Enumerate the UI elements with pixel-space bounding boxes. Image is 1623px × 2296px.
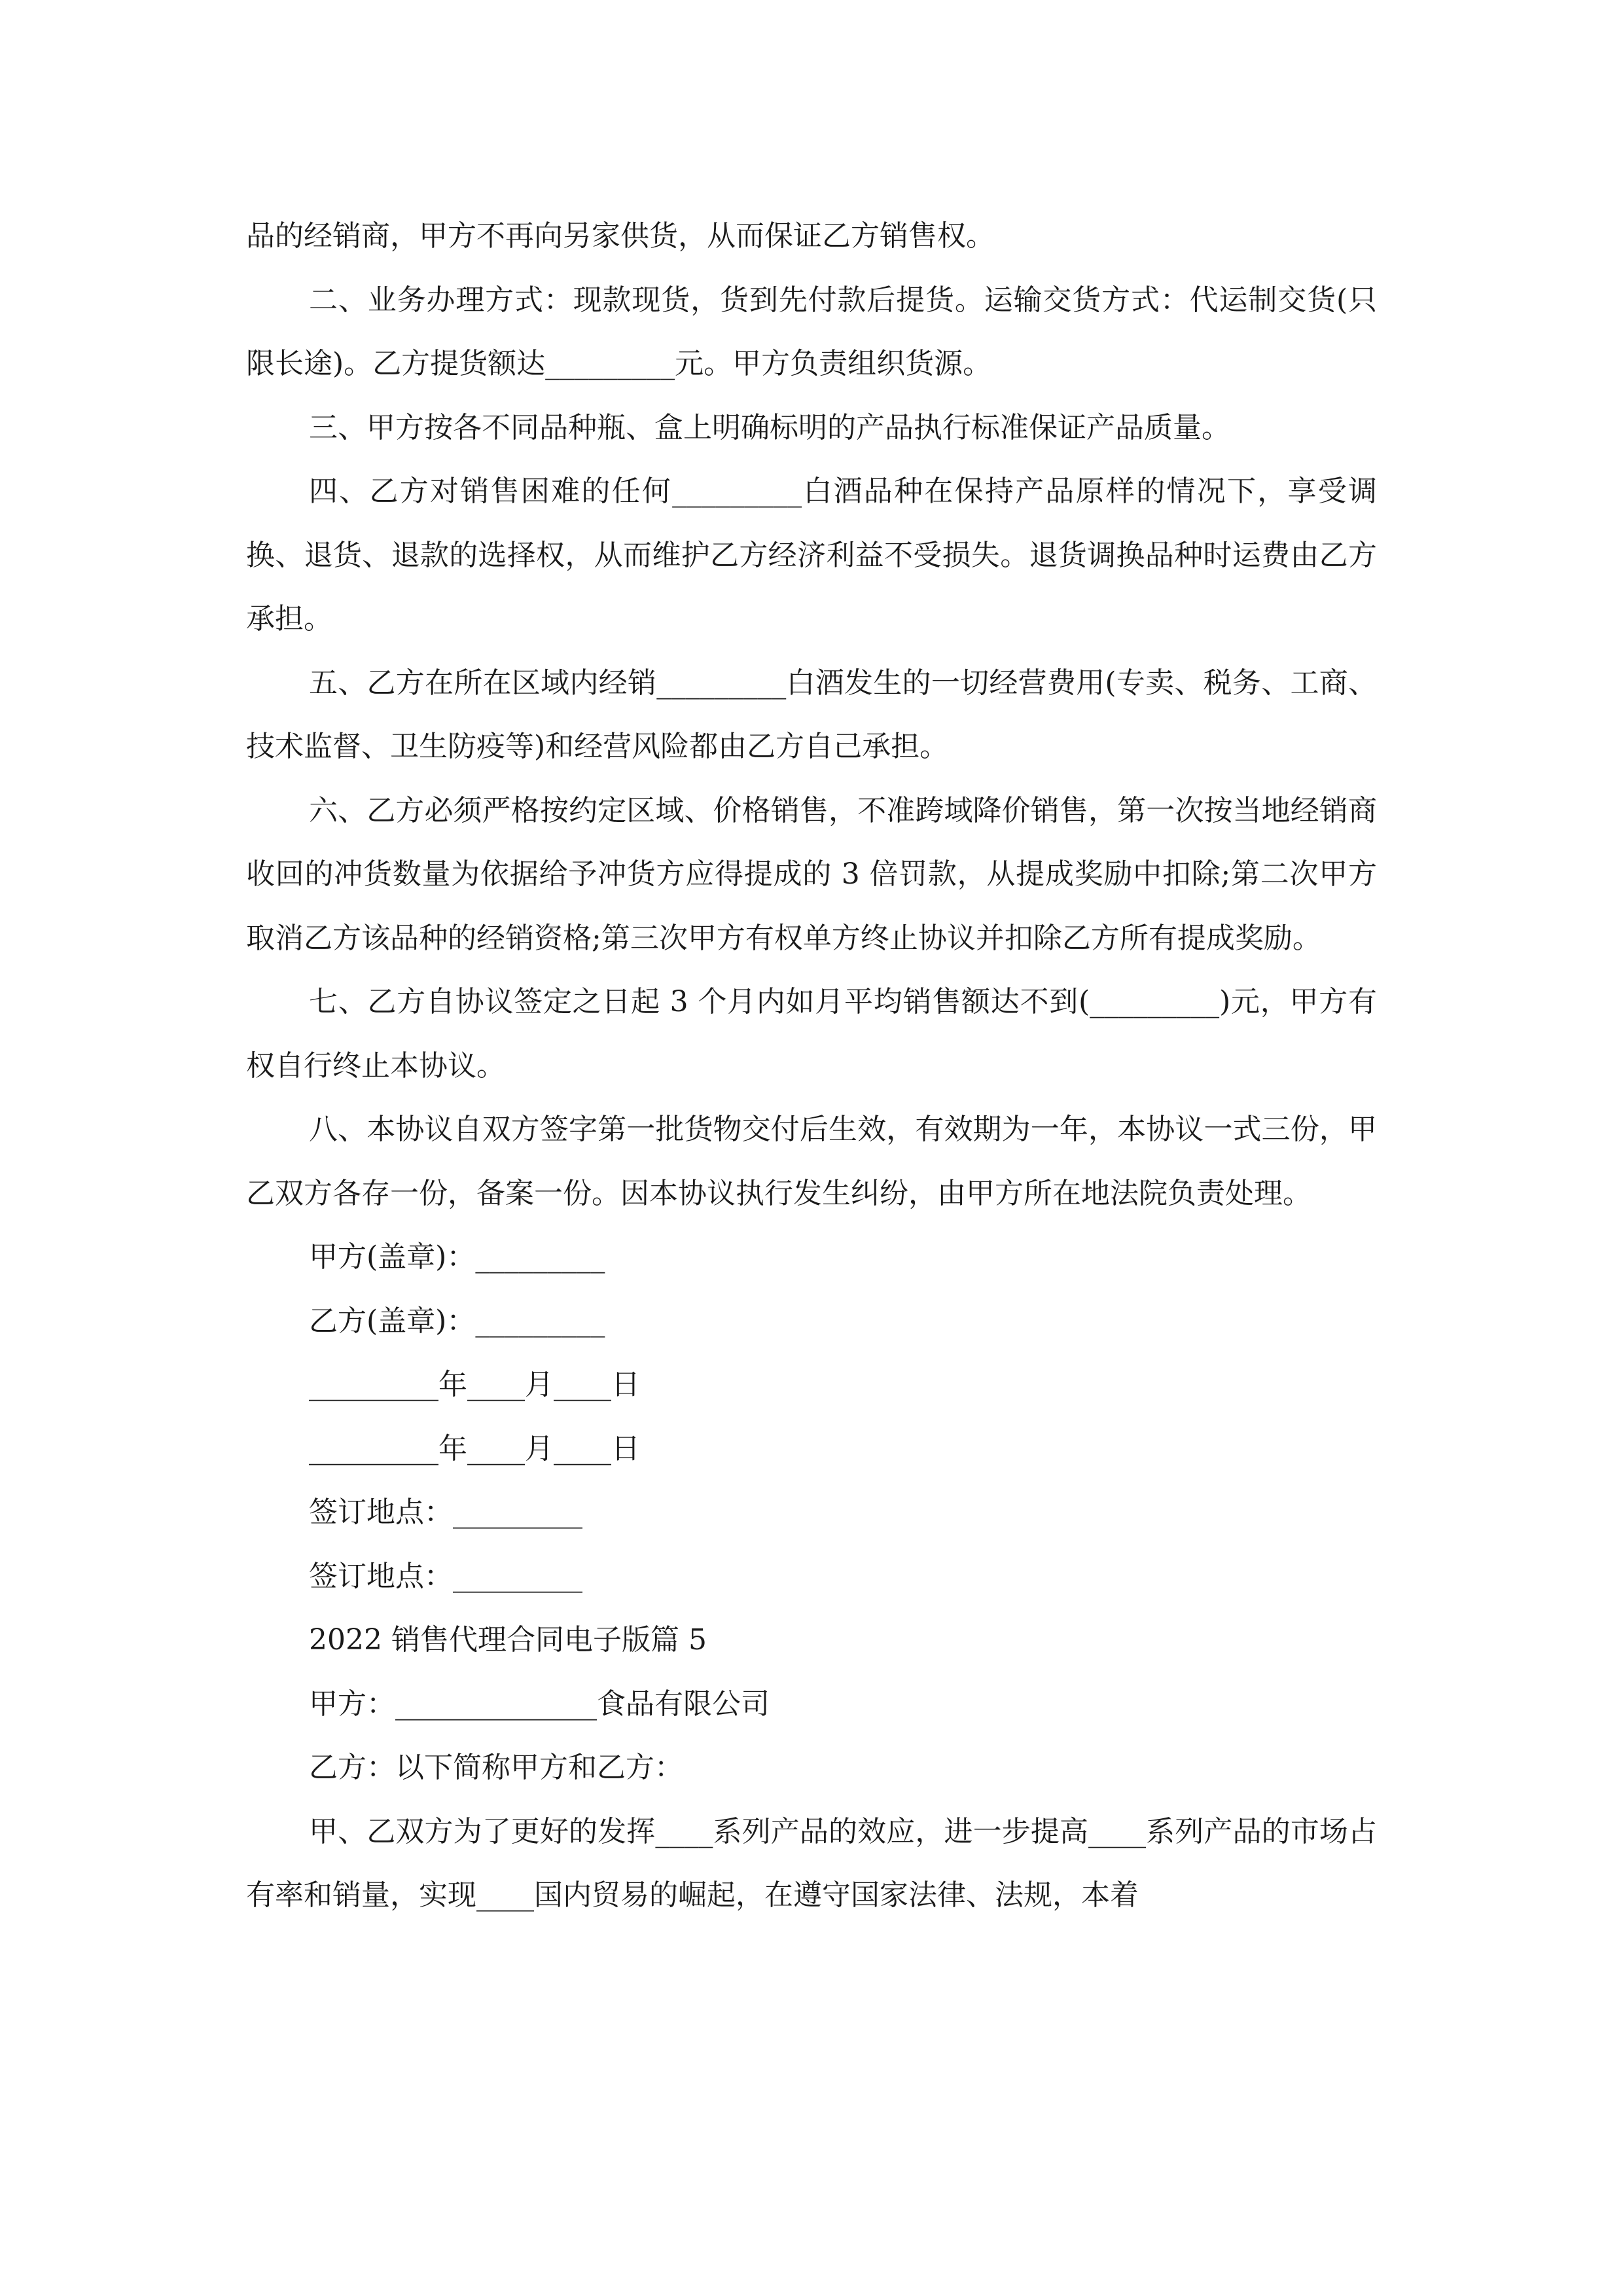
clause-6-territory: 六、乙方必须严格按约定区域、价格销售，不准跨域降价销售，第一次按当地经销商收回的冲货数量为依据给予冲货方应得提成的 3 倍罚款，从提成奖励中扣除;第二次甲方取消乙方该品种的经销资格;第三次甲方有权单方终止协议并扣除乙方所有提成奖励。 xyxy=(246,793,1377,955)
clause-2-business-method: 二、业务办理方式：现款现货，货到先付款后提货。运输交货方式：代运制交货(只限长途)。乙方提货额达_________元。甲方负责组织货源。 xyxy=(246,283,1377,380)
clause-3-quality: 三、甲方按各不同品种瓶、盒上明确标明的产品执行标准保证产品质量。 xyxy=(309,410,1230,444)
party-a-seal-line: 甲方(盖章)：_________ xyxy=(309,1240,605,1274)
signing-place-line-1: 签订地点：_________ xyxy=(309,1496,582,1529)
date-line-2: _________年____月____日 xyxy=(309,1431,640,1465)
date-line-1: _________年____月____日 xyxy=(309,1368,640,1401)
clause-7-termination: 七、乙方自协议签定之日起 3 个月内如月平均销售额达不到(_________)元，甲方有权自行终止本协议。 xyxy=(246,985,1377,1083)
clause-8-validity: 八、本协议自双方签字第一批货物交付后生效，有效期为一年，本协议一式三份，甲乙双方各存一份，备案一份。因本协议执行发生纠纷，由甲方所在地法院负责处理。 xyxy=(246,1113,1377,1210)
party-b-seal-line: 乙方(盖章)：_________ xyxy=(309,1304,605,1338)
party-a-name-line: 甲方：______________食品有限公司 xyxy=(309,1687,770,1721)
clause-4-returns: 四、乙方对销售困难的任何_________白酒品种在保持产品原样的情况下，享受调换、退货、退款的选择权，从而维护乙方经济利益不受损失。退货调换品种时运费由乙方承担。 xyxy=(246,475,1377,636)
paragraph-continuation: 品的经销商，甲方不再向另家供货，从而保证乙方销售权。 xyxy=(246,219,995,253)
closing-paragraph: 甲、乙双方为了更好的发挥____系列产品的效应，进一步提高____系列产品的市场占有率和销量，实现____国内贸易的崛起，在遵守国家法律、法规，本着 xyxy=(246,1814,1377,1912)
document-body xyxy=(246,204,1377,1928)
signing-place-line-2: 签订地点：_________ xyxy=(309,1559,582,1593)
section-heading: 2022 销售代理合同电子版篇 5 xyxy=(309,1623,707,1657)
clause-5-costs: 五、乙方在所在区域内经销_________白酒发生的一切经营费用(专卖、税务、工商、技术监督、卫生防疫等)和经营风险都由乙方自己承担。 xyxy=(246,666,1377,763)
party-b-name-line: 乙方：以下简称甲方和乙方： xyxy=(309,1751,683,1784)
